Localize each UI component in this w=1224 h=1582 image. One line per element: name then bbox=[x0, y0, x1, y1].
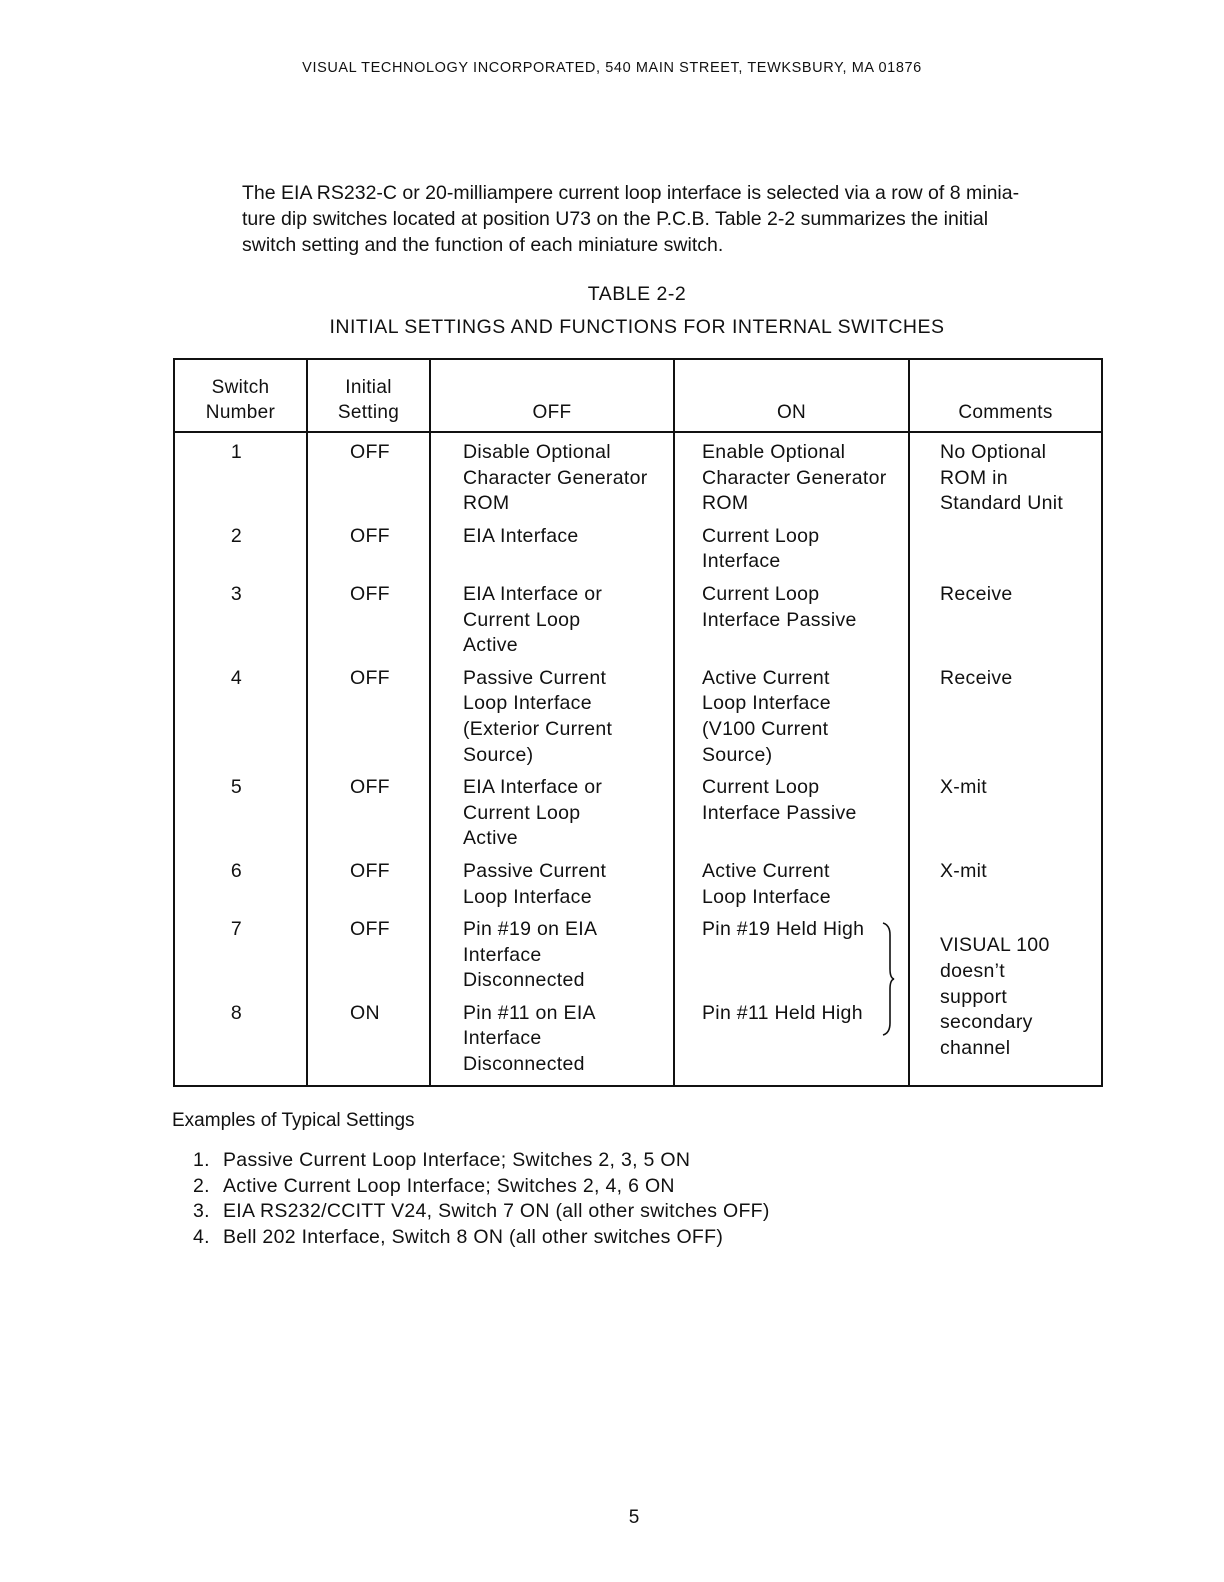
list-item bbox=[193, 1225, 770, 1251]
intro-line: switch setting and the function of each miniature switch. bbox=[242, 234, 724, 256]
table-row bbox=[174, 432, 1102, 524]
on-function-cell: Active Current Loop Interface bbox=[674, 859, 909, 917]
off-function-cell: EIA Interface or Current Loop Active bbox=[430, 582, 674, 666]
on-function-cell: Enable Optional Character Generator ROM bbox=[674, 432, 909, 524]
initial-setting-cell: OFF bbox=[307, 432, 430, 524]
initial-setting-cell: OFF bbox=[307, 666, 430, 775]
col-header-on: ON bbox=[674, 359, 909, 432]
switch-number-cell: 1 bbox=[174, 432, 307, 524]
initial-setting-cell: OFF bbox=[307, 524, 430, 582]
intro-line: ture dip switches located at position U73 on the P.C.B. Table 2-2 summarizes the initial bbox=[242, 208, 989, 230]
off-function-cell: Pin #11 on EIA Interface Disconnected bbox=[430, 1001, 674, 1086]
list-item-text: EIA RS232/CCITT V24, Switch 7 ON (all other switches OFF) bbox=[223, 1200, 770, 1223]
initial-setting-cell: OFF bbox=[307, 859, 430, 917]
on-function-cell: Pin #19 Held High bbox=[674, 917, 909, 1001]
on-function-cell: Active Current Loop Interface (V100 Current Source) bbox=[674, 666, 909, 775]
list-item bbox=[193, 1174, 770, 1200]
off-function-cell: Disable Optional Character Generator ROM bbox=[430, 432, 674, 524]
initial-setting-cell: OFF bbox=[307, 775, 430, 859]
initial-setting-cell: OFF bbox=[307, 582, 430, 666]
list-item bbox=[193, 1199, 770, 1225]
table-row bbox=[174, 524, 1102, 582]
table-title: INITIAL SETTINGS AND FUNCTIONS FOR INTERNAL SWITCHES bbox=[329, 316, 945, 338]
comment-cell: X-mit bbox=[909, 859, 1102, 917]
right-brace-icon bbox=[880, 921, 896, 1037]
switch-number-cell: 4 bbox=[174, 666, 307, 775]
list-item-number: 3. bbox=[193, 1200, 210, 1223]
on-function-cell: Current Loop Interface Passive bbox=[674, 582, 909, 666]
initial-setting-cell: OFF bbox=[307, 917, 430, 1001]
switch-number-cell: 5 bbox=[174, 775, 307, 859]
table-row bbox=[174, 666, 1102, 775]
list-item-number: 4. bbox=[193, 1225, 210, 1248]
col-header-comments: Comments bbox=[909, 359, 1102, 432]
switch-settings-table bbox=[173, 358, 1103, 1087]
col-header-off: OFF bbox=[430, 359, 674, 432]
examples-heading: Examples of Typical Settings bbox=[172, 1110, 415, 1131]
switch-number-cell: 8 bbox=[174, 1001, 307, 1086]
comment-cell: Receive bbox=[909, 582, 1102, 666]
off-function-cell: Pin #19 on EIA Interface Disconnected bbox=[430, 917, 674, 1001]
list-item-number: 2. bbox=[193, 1174, 210, 1197]
shared-comment-cell: VISUAL 100 doesn’t support secondary channel bbox=[909, 917, 1102, 1086]
off-function-cell: Passive Current Loop Interface (Exterior Current Source) bbox=[430, 666, 674, 775]
list-item bbox=[193, 1148, 770, 1174]
page-header: VISUAL TECHNOLOGY INCORPORATED, 540 MAIN STREET, TEWKSBURY, MA 01876 bbox=[302, 60, 922, 76]
intro-line: The EIA RS232-C or 20-milliampere current loop interface is selected via a row of 8 minia- bbox=[242, 182, 1020, 204]
comment-cell: X-mit bbox=[909, 775, 1102, 859]
list-item-text: Bell 202 Interface, Switch 8 ON (all other switches OFF) bbox=[223, 1225, 724, 1248]
col-header-initial-setting: Initial Setting bbox=[307, 359, 430, 432]
switch-number-cell: 7 bbox=[174, 917, 307, 1001]
list-item-text: Active Current Loop Interface; Switches 2, 4, 6 ON bbox=[223, 1174, 675, 1197]
comment-cell: No Optional ROM in Standard Unit bbox=[909, 432, 1102, 524]
on-function-cell: Pin #11 Held High bbox=[674, 1001, 909, 1086]
table-number: TABLE 2-2 bbox=[587, 283, 687, 305]
comment-cell bbox=[909, 524, 1102, 582]
table-row bbox=[174, 917, 1102, 1001]
off-function-cell: EIA Interface bbox=[430, 524, 674, 582]
col-header-switch-number: Switch Number bbox=[174, 359, 307, 432]
intro-paragraph bbox=[242, 180, 1102, 258]
page-number: 5 bbox=[628, 1507, 640, 1528]
initial-setting-cell: ON bbox=[307, 1001, 430, 1086]
switch-number-cell: 3 bbox=[174, 582, 307, 666]
on-function-cell: Current Loop Interface Passive bbox=[674, 775, 909, 859]
table-row bbox=[174, 775, 1102, 859]
off-function-cell: EIA Interface or Current Loop Active bbox=[430, 775, 674, 859]
switch-number-cell: 6 bbox=[174, 859, 307, 917]
table-row bbox=[174, 582, 1102, 666]
examples-list bbox=[193, 1148, 770, 1250]
table-row bbox=[174, 859, 1102, 917]
on-function-cell: Current Loop Interface bbox=[674, 524, 909, 582]
off-function-cell: Passive Current Loop Interface bbox=[430, 859, 674, 917]
table-header-row bbox=[174, 359, 1102, 432]
list-item-text: Passive Current Loop Interface; Switches 2, 3, 5 ON bbox=[223, 1149, 691, 1171]
comment-cell: Receive bbox=[909, 666, 1102, 775]
switch-number-cell: 2 bbox=[174, 524, 307, 582]
list-item-number: 1. bbox=[193, 1149, 210, 1171]
